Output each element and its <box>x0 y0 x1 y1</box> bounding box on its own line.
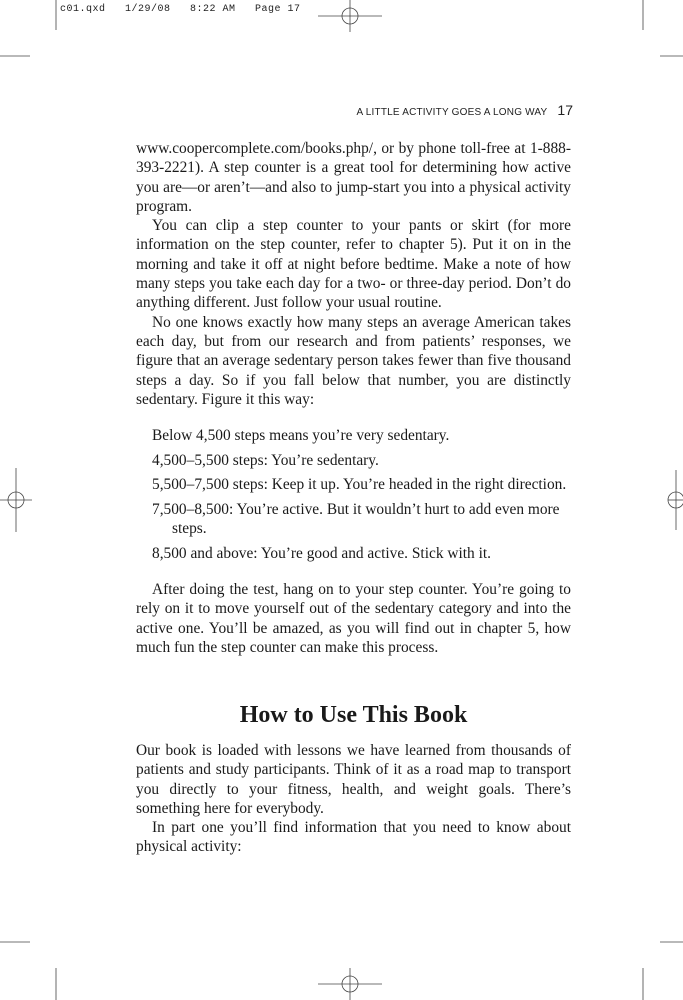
registration-mark-top <box>318 0 382 32</box>
list-item: 5,500–7,500 steps: Keep it up. You’re headed in the right direction. <box>152 476 567 494</box>
running-head: A LITTLE ACTIVITY GOES A LONG WAY <box>356 107 548 118</box>
body-text-after-list <box>136 580 571 657</box>
page-header <box>357 102 574 118</box>
body-text-section <box>136 741 571 857</box>
paragraph: Our book is loaded with lessons we have learned from thousands of patients and study participants. Think of it as a road map to transport you directly to your fitness, health, and weight goals. There’s something here for everybody. <box>136 742 571 817</box>
registration-mark-left <box>0 468 32 532</box>
list-item: 8,500 and above: You’re good and active. Stick with it. <box>152 545 491 563</box>
paragraph: You can clip a step counter to your pants or skirt (for more information on the step counter, refer to chapter 5). Put it on in the morning and take it off at night before bedtime. Make a note of how many steps you take each day for a two- or three-day period. Don’t do anything different. Just follow your usual routine. <box>136 217 571 312</box>
paragraph: www.coopercomplete.com/books.php/, or by phone toll-free at 1-888-393-2221). A step counter is a great tool for determining how active you are—or aren’t—and also to jump-start you into a physical activity program. <box>136 140 571 215</box>
list-item: 4,500–5,500 steps: You’re sedentary. <box>152 451 379 469</box>
paragraph: No one knows exactly how many steps an average American takes each day, but from our research and from patients’ responses, we figure that an average sedentary person takes fewer than five thousand steps a day. So if you fall below that number, you are distinctly sedentary. Figure it this way: <box>136 313 571 408</box>
registration-mark-right <box>668 470 683 530</box>
section-heading: How to Use This Book <box>239 702 468 728</box>
paragraph: In part one you’ll find information that you need to know about physical activity: <box>136 819 571 856</box>
list-item: Below 4,500 steps means you’re very sedentary. <box>152 427 450 444</box>
body-text-top <box>136 139 571 409</box>
page-number: 17 <box>557 102 573 118</box>
list-item: 7,500–8,500: You’re active. But it wouldn’t hurt to add even more steps. <box>152 501 560 538</box>
print-slug: c01.qxd 1/29/08 8:22 AM Page 17 <box>60 4 301 15</box>
paragraph: After doing the test, hang on to your step counter. You’re going to rely on it to move yourself out of the sedentary category and into the active one. You’ll be amazed, as you will find out in chapter 5, how much fun the step counter can make this process. <box>136 581 571 656</box>
registration-mark-bottom <box>318 968 382 1000</box>
step-count-list <box>152 426 577 569</box>
